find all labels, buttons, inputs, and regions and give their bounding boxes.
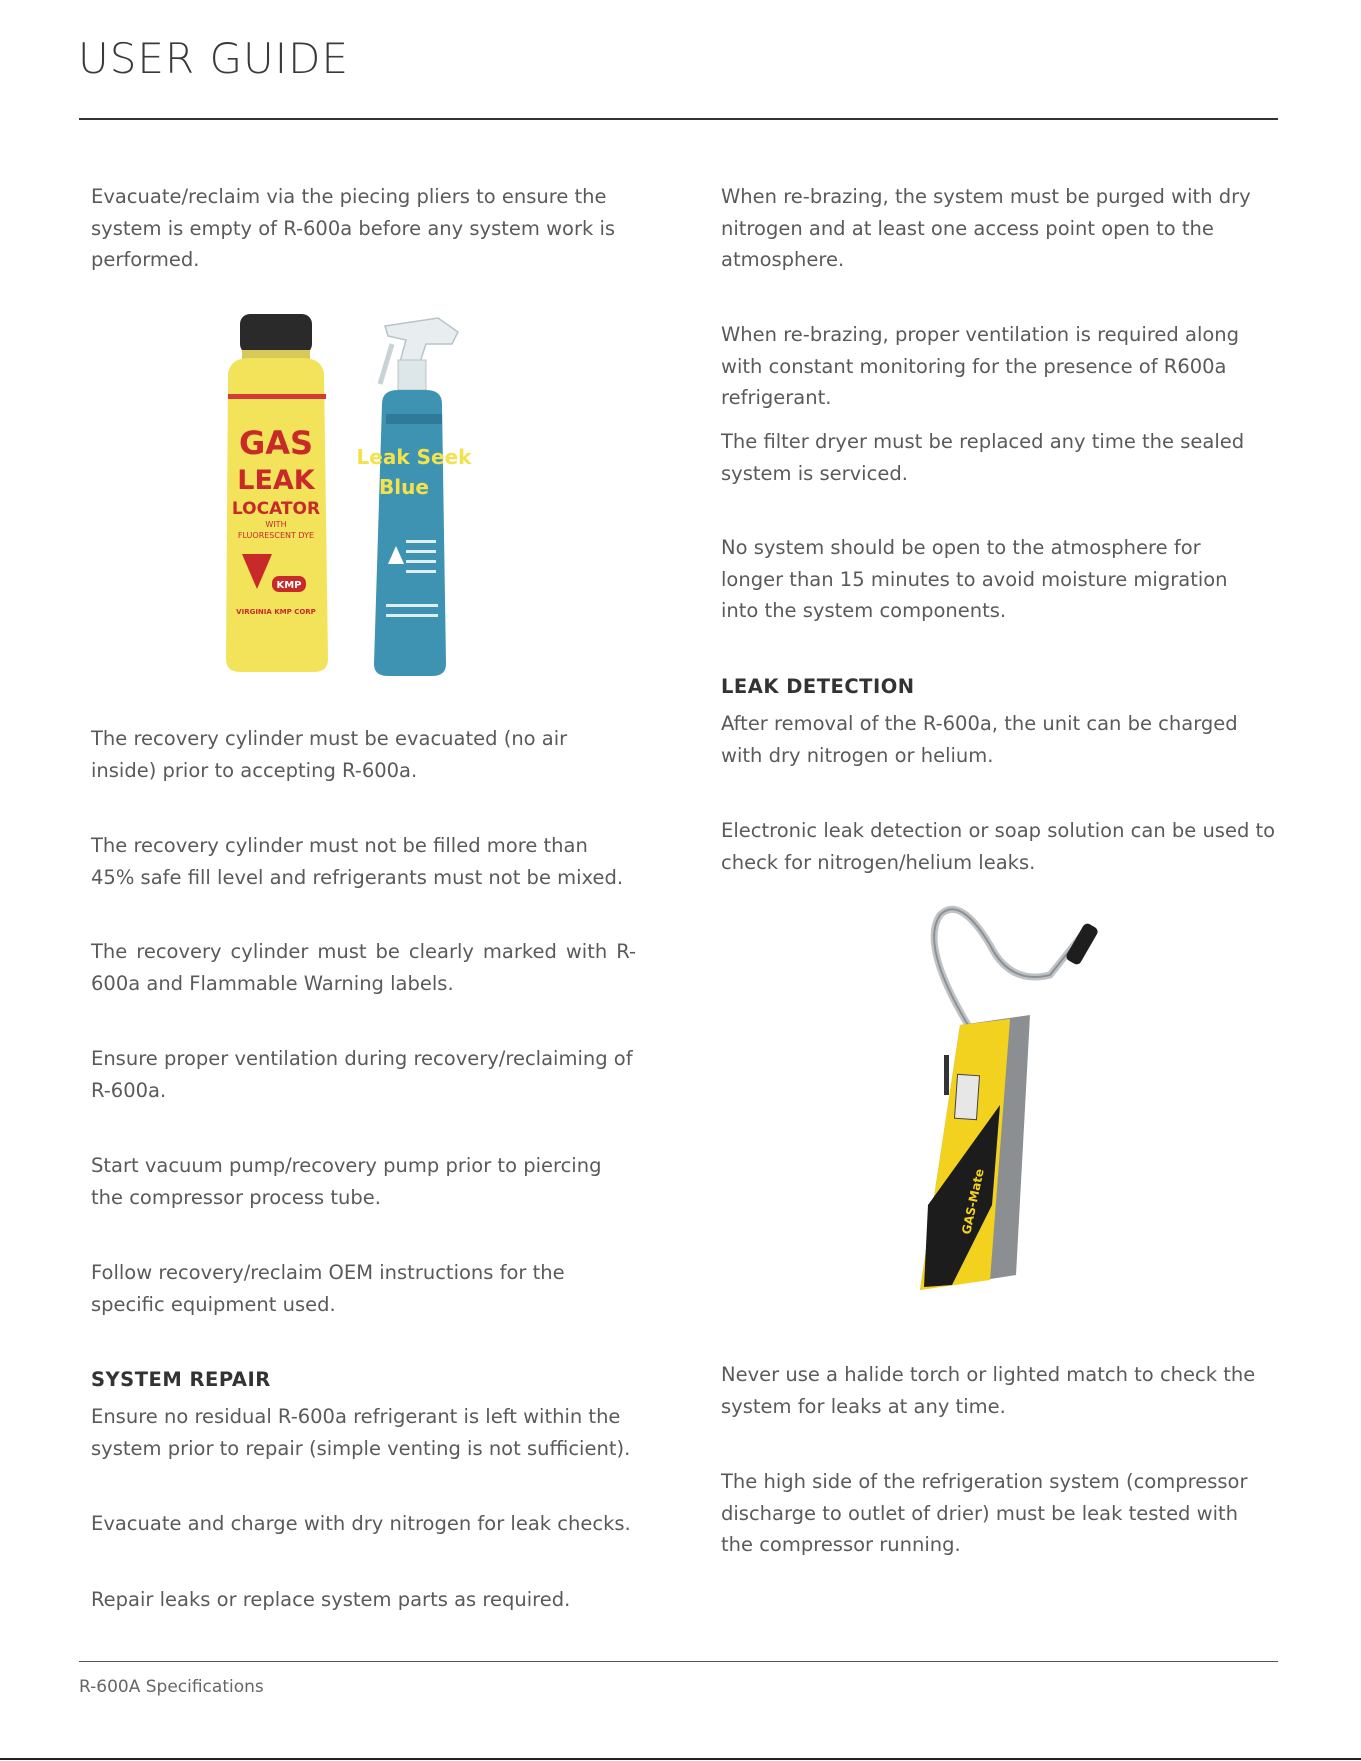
bottle-1-line5: FLUORESCENT DYE (237, 531, 315, 540)
rebrazing-ventilation: When re-brazing, proper ventilation is required along with constant monitoring for the presence of R600a refrigerant. (721, 323, 1240, 409)
gas-leak-locator-bottle (226, 314, 328, 672)
filter-dryer-replace: The filter dryer must be replaced any time the sealed system is serviced. (721, 430, 1245, 485)
repair-leaks: Repair leaks or replace system parts as required. (91, 1588, 571, 1611)
page-title: USER GUIDE (78, 34, 350, 83)
recovery-cylinder-evacuated: The recovery cylinder must be evacuated (no air inside) prior to accepting R-600a. (91, 727, 568, 782)
electronic-leak-detection: Electronic leak detection or soap solution can be used to check for nitrogen/helium leaks. (721, 819, 1276, 874)
charge-nitrogen-helium: After removal of the R-600a, the unit can be charged with dry nitrogen or helium. (721, 712, 1238, 767)
evacuate-and-charge: Evacuate and charge with dry nitrogen for leak checks. (91, 1512, 631, 1535)
bottle-2-line2: Blue (379, 475, 429, 499)
follow-oem-instructions: Follow recovery/reclaim OEM instructions for the specific equipment used. (91, 1261, 565, 1316)
electronic-leak-detector-image (860, 905, 1130, 1295)
detector-label: GAS-Mate (959, 1167, 987, 1236)
high-side-leak-test: The high side of the refrigeration system (compressor discharge to outlet of drier) must be leak tested with the compressor running. (721, 1470, 1248, 1556)
page-bottom-edge (0, 1758, 1361, 1760)
recovery-cylinder-marked: The recovery cylinder must be clearly marked with R-600a and Flammable Warning labels. (91, 940, 636, 995)
bottle-1-line4: WITH (265, 520, 287, 529)
bottle-1-maker: VIRGINIA KMP CORP (236, 608, 316, 616)
bottle-1-brand: KMP (276, 580, 302, 591)
leak-detector-bottles-image (220, 314, 520, 684)
footer-text: R-600A Specifications (79, 1677, 264, 1697)
footer-divider (79, 1661, 1278, 1662)
system-repair-heading: SYSTEM REPAIR (91, 1368, 271, 1391)
no-residual-refrigerant: Ensure no residual R-600a refrigerant is left within the system prior to repair (simple venting is not sufficient). (91, 1405, 631, 1460)
leak-seek-blue-bottle (357, 318, 473, 676)
bottle-1-line1: GAS (238, 424, 314, 462)
never-halide-torch: Never use a halide torch or lighted match to check the system for leaks at any time. (721, 1363, 1256, 1418)
intro-paragraph: Evacuate/reclaim via the piecing pliers to ensure the system is empty of R-600a before any system work is performed. (91, 185, 616, 271)
ensure-ventilation: Ensure proper ventilation during recovery/reclaiming of R-600a. (91, 1047, 633, 1102)
header-divider (79, 118, 1278, 120)
bottle-1-line2: LEAK (237, 465, 315, 496)
bottle-1-line3: LOCATOR (231, 499, 321, 519)
recovery-cylinder-fill-level: The recovery cylinder must not be filled more than 45% safe fill level and refrigerants must not be mixed. (91, 834, 624, 889)
leak-detection-heading: LEAK DETECTION (721, 675, 915, 698)
start-vacuum-pump: Start vacuum pump/recovery pump prior to piercing the compressor process tube. (91, 1154, 602, 1209)
system-open-time: No system should be open to the atmosphere for longer than 15 minutes to avoid moisture migration into the system components. (721, 536, 1228, 622)
rebrazing-purge: When re-brazing, the system must be purged with dry nitrogen and at least one access point open to the atmosphere. (721, 185, 1251, 271)
bottle-2-line1: Leak Seek (356, 445, 472, 469)
